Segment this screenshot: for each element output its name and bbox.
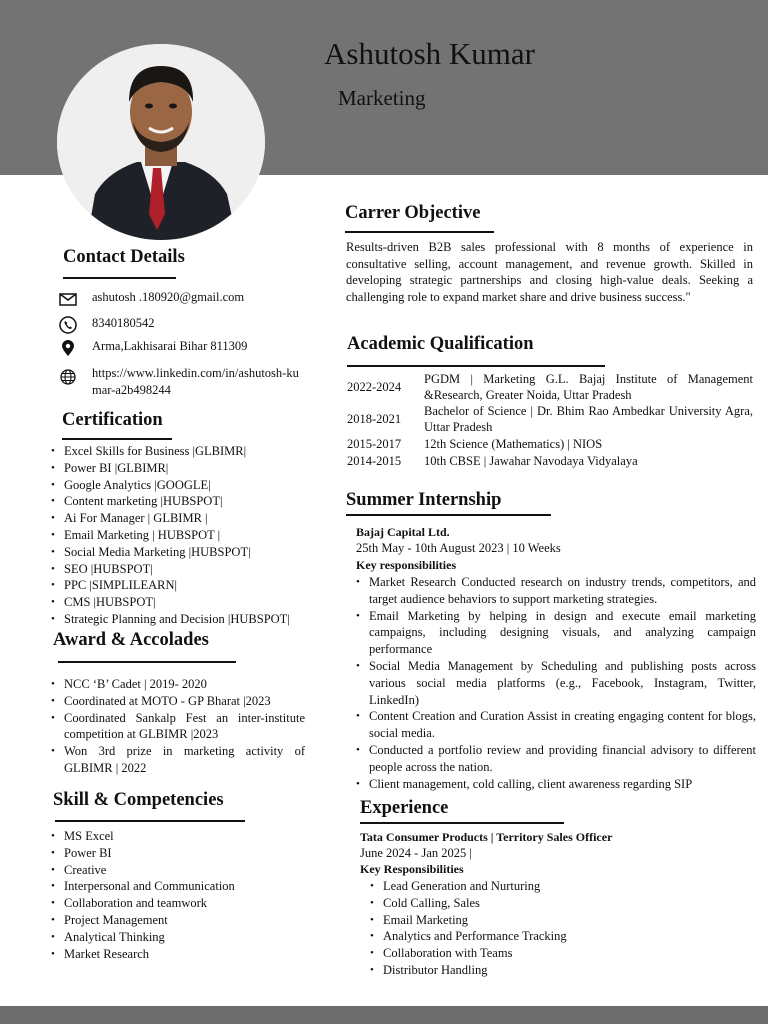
experience-period: June 2024 - Jan 2025 |	[360, 846, 472, 860]
certification-item: • Email Marketing | HUBSPOT |	[51, 527, 326, 544]
academic-divider	[347, 365, 605, 367]
academic-years: 2014-2015	[347, 454, 402, 468]
certification-item: • Content marketing |HUBSPOT|	[51, 493, 326, 510]
experience-responsibilities-list	[370, 878, 700, 979]
certification-list	[51, 443, 326, 628]
experience-company-role: Tata Consumer Products | Territory Sales Officer	[360, 830, 613, 844]
experience-responsibility-item: • Cold Calling, Sales	[370, 895, 700, 912]
skill-item: • Power BI	[51, 845, 321, 862]
certification-item: • Social Media Marketing |HUBSPOT|	[51, 544, 326, 561]
contact-linkedin-row[interactable]	[58, 365, 308, 401]
mail-icon	[58, 289, 78, 309]
skills-heading: Skill & Competencies	[53, 790, 224, 810]
experience-heading: Experience	[360, 798, 449, 818]
academic-years: 2018-2021	[347, 412, 402, 426]
certification-item: • SEO |HUBSPOT|	[51, 561, 326, 578]
objective-heading: Carrer Objective	[345, 203, 481, 223]
skill-item: • Market Research	[51, 946, 321, 963]
awards-divider	[58, 661, 236, 663]
academic-description: 12th Science (Mathematics) | NIOS	[424, 437, 603, 451]
skill-item: • Analytical Thinking	[51, 929, 321, 946]
contact-email[interactable]: ashutosh .180920@gmail.com	[92, 290, 245, 304]
certification-item: • CMS |HUBSPOT|	[51, 594, 326, 611]
skill-item: • Collaboration and teamwork	[51, 895, 321, 912]
internship-responsibility-item: • Email Marketing by helping in design and execute email marketing campaigns, including designing visuals, and analyzing campaign performance	[356, 608, 756, 658]
award-item: • Won 3rd prize in marketing activity of GLBIMR | 2022	[51, 743, 305, 777]
certification-item: • PPC |SIMPLILEARN|	[51, 577, 326, 594]
contact-details-heading: Contact Details	[63, 247, 185, 267]
internship-responsibility-item: • Market Research Conducted research on industry trends, competitors, and target audience behaviors to support marketing strategies.	[356, 574, 756, 608]
phone-icon	[58, 315, 78, 335]
footer-band	[0, 1006, 768, 1024]
person-role: Marketing	[338, 86, 426, 110]
experience-responsibility-item: • Lead Generation and Nurturing	[370, 878, 700, 895]
awards-heading: Award & Accolades	[53, 630, 209, 650]
internship-responsibility-item: • Conducted a portfolio review and providing financial advisory to different people across the nation.	[356, 742, 756, 776]
certification-item: • Power BI |GLBIMR|	[51, 460, 326, 477]
objective-divider	[345, 231, 494, 233]
internship-responsibilities-list	[356, 574, 756, 792]
certification-item: • Excel Skills for Business |GLBIMR|	[51, 443, 326, 460]
skill-item: • Project Management	[51, 912, 321, 929]
internship-divider	[346, 514, 551, 516]
awards-list	[51, 676, 305, 777]
award-item: • Coordinated Sankalp Fest an inter-institute competition at GLBIMR |2023	[51, 710, 305, 744]
contact-address: Arma,Lakhisarai Bihar 811309	[92, 339, 248, 353]
experience-responsibilities-label: Key Responsibilities	[360, 862, 464, 876]
certification-heading: Certification	[62, 410, 163, 430]
skills-list	[51, 828, 321, 962]
experience-responsibility-item: • Analytics and Performance Tracking	[370, 928, 700, 945]
internship-heading: Summer Internship	[346, 490, 502, 510]
certification-item: • Google Analytics |GOOGLE|	[51, 477, 326, 494]
profile-photo	[57, 44, 265, 240]
internship-responsibility-item: • Social Media Management by Scheduling and publishing posts across various social media platforms (e.g., Facebook, Instagram, Twitter, LinkedIn)	[356, 658, 756, 708]
academic-years: 2022-2024	[347, 380, 402, 394]
internship-company: Bajaj Capital Ltd.	[356, 525, 450, 539]
academic-description: PGDM | Marketing G.L. Bajaj Institute of Management &Research, Greater Noida, Uttar Pradesh	[424, 372, 753, 402]
certification-item: • Strategic Planning and Decision |HUBSPOT|	[51, 611, 326, 628]
certification-divider	[62, 438, 172, 440]
internship-responsibilities-label: Key responsibilities	[356, 558, 457, 572]
contact-phone-row[interactable]	[58, 315, 308, 335]
contact-divider	[63, 277, 176, 279]
academic-description: 10th CBSE | Jawahar Navodaya Vidyalaya	[424, 454, 638, 468]
contact-phone[interactable]: 8340180542	[92, 316, 155, 330]
award-item: • Coordinated at MOTO - GP Bharat |2023	[51, 693, 305, 710]
experience-responsibility-item: • Distributor Handling	[370, 962, 700, 979]
academic-heading: Academic Qualification	[347, 334, 534, 354]
academic-years: 2015-2017	[347, 437, 402, 451]
skill-item: • Interpersonal and Communication	[51, 878, 321, 895]
contact-email-row[interactable]	[58, 289, 308, 309]
globe-icon	[58, 367, 78, 387]
internship-responsibility-item: • Client management, cold calling, client awareness regarding SIP	[356, 776, 756, 793]
experience-responsibility-item: • Email Marketing	[370, 912, 700, 929]
skill-item: • MS Excel	[51, 828, 321, 845]
skill-item: • Creative	[51, 862, 321, 879]
person-name: Ashutosh Kumar	[324, 36, 535, 71]
skills-divider	[55, 820, 245, 822]
academic-description: Bachelor of Science | Dr. Bhim Rao Ambedkar University Agra, Uttar Pradesh	[424, 404, 753, 434]
objective-text: Results-driven B2B sales professional with 8 months of experience in consultative selling, account management, and revenue growth. Skilled in developing strategic partnerships and closing high-value deals. Seeking a challenging role to expand market share and drive business success."	[346, 240, 753, 304]
internship-responsibility-item: • Content Creation and Curation Assist in creating engaging content for blogs, social media.	[356, 708, 756, 742]
experience-responsibility-item: • Collaboration with Teams	[370, 945, 700, 962]
experience-divider	[360, 822, 564, 824]
location-pin-icon	[58, 338, 78, 358]
internship-period: 25th May - 10th August 2023 | 10 Weeks	[356, 541, 561, 555]
certification-item: • Ai For Manager | GLBIMR |	[51, 510, 326, 527]
contact-address-row	[58, 338, 308, 358]
contact-linkedin[interactable]: https://www.linkedin.com/in/ashutosh-kumar-a2b498244	[92, 366, 299, 397]
award-item: • NCC ‘B’ Cadet | 2019- 2020	[51, 676, 305, 693]
